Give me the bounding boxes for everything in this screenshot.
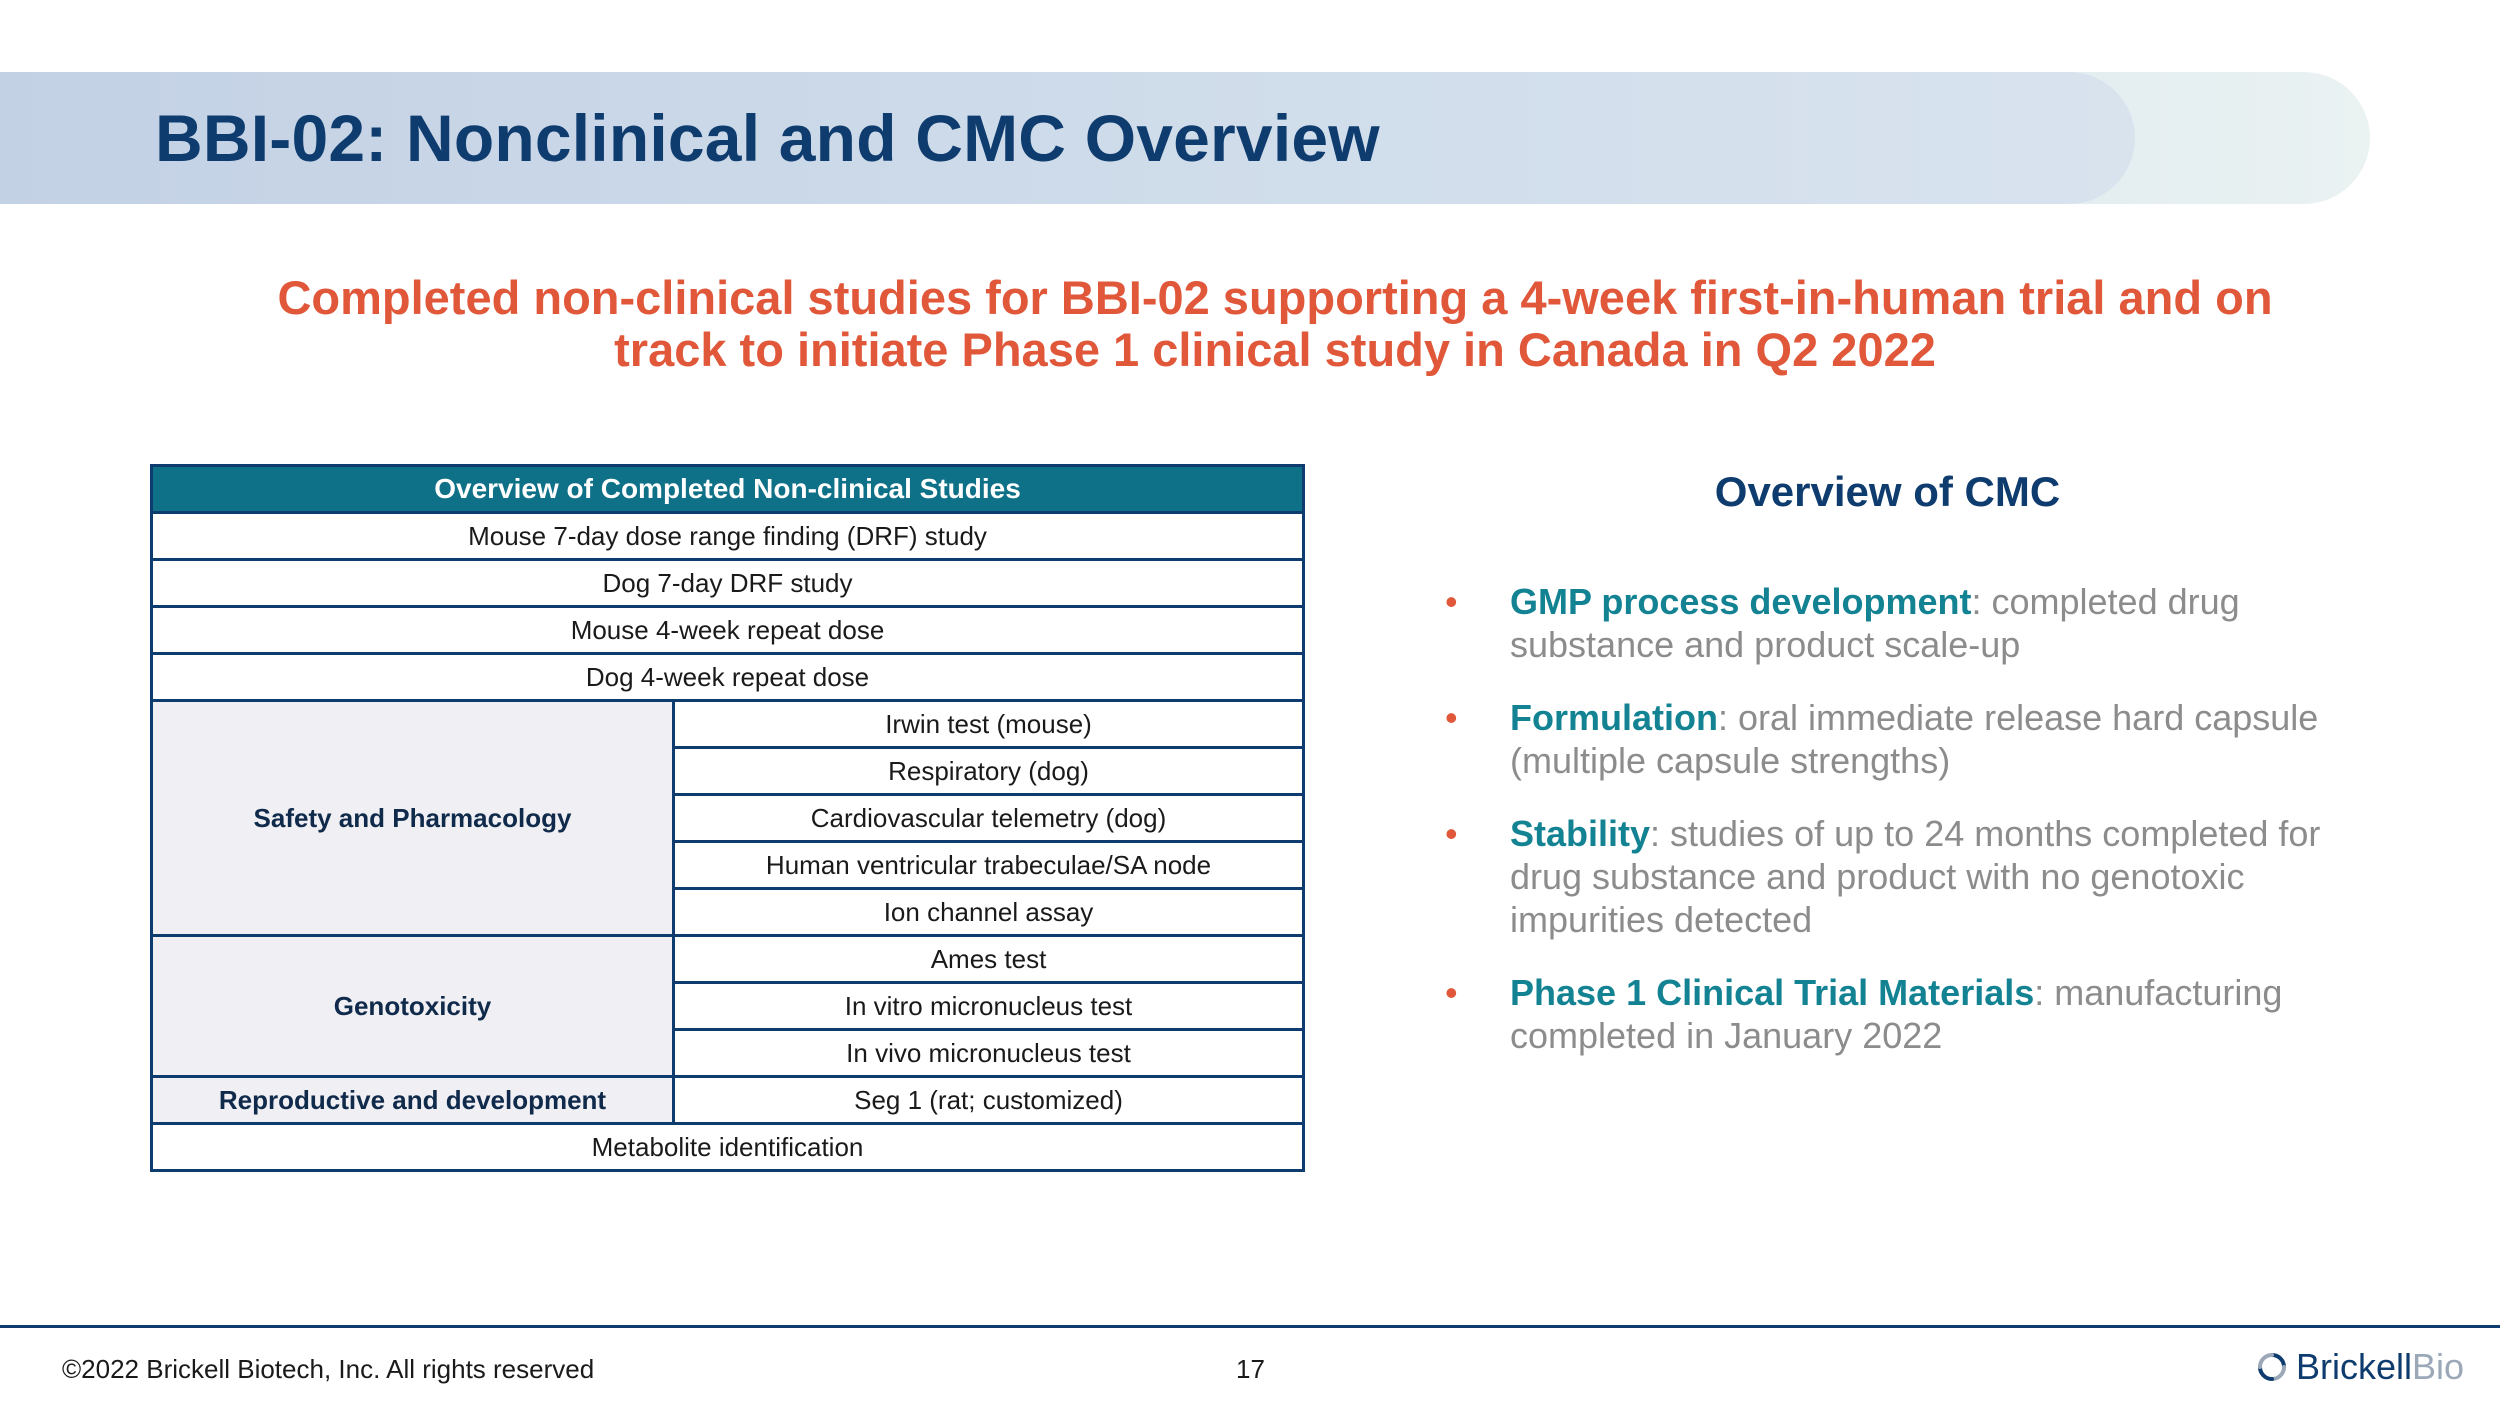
list-item <box>1445 696 2325 782</box>
table-row <box>152 701 1304 748</box>
logo-text-brickell: Brickell <box>2296 1346 2413 1387</box>
cmc-title: Overview of CMC <box>1714 468 2061 515</box>
category-safety-pharmacology: Safety and Pharmacology <box>152 701 674 936</box>
bullet-icon: • <box>1445 697 1458 738</box>
logo-text-bio: Bio <box>2412 1346 2465 1387</box>
table-cell: In vivo micronucleus test <box>674 1030 1304 1077</box>
table-cell: Dog 4-week repeat dose <box>152 654 1304 701</box>
table-row <box>152 560 1304 607</box>
table-row <box>152 1124 1304 1171</box>
list-item <box>1445 580 2325 666</box>
table-header-row <box>152 466 1304 513</box>
list-item <box>1445 812 2325 941</box>
cmc-term: Stability <box>1510 813 1651 854</box>
subtitle-line-1: Completed non-clinical studies for BBI-02 supporting a 4-week first-in-human trial and on <box>277 271 2273 324</box>
table-row <box>152 654 1304 701</box>
footer-divider <box>0 1325 2500 1328</box>
brickell-bio-logo <box>2256 1346 2464 1388</box>
table-cell: In vitro micronucleus test <box>674 983 1304 1030</box>
brickell-bio-logo-icon <box>2256 1351 2288 1383</box>
subtitle <box>200 272 2350 376</box>
table-row <box>152 1077 1304 1124</box>
nonclinical-studies-table <box>150 464 1305 1172</box>
cmc-term: Phase 1 Clinical Trial Materials <box>1510 972 2035 1013</box>
cmc-text: : studies of up to 24 months completed for drug substance and product with no genotoxic impurities detected <box>1510 813 2321 940</box>
category-genotoxicity: Genotoxicity <box>152 936 674 1077</box>
copyright: ©2022 Brickell Biotech, Inc. All rights reserved <box>62 1354 595 1384</box>
category-reproductive-development: Reproductive and development <box>152 1077 674 1124</box>
table-cell: Irwin test (mouse) <box>674 701 1304 748</box>
table-cell: Mouse 4-week repeat dose <box>152 607 1304 654</box>
bullet-icon: • <box>1445 813 1458 854</box>
table-row <box>152 936 1304 983</box>
bullet-icon: • <box>1445 972 1458 1013</box>
table-cell: Respiratory (dog) <box>674 748 1304 795</box>
cmc-text: : manufacturing completed in January 2022 <box>1510 972 2283 1056</box>
cmc-text: : oral immediate release hard capsule (multiple capsule strengths) <box>1510 697 2319 781</box>
table-cell: Ames test <box>674 936 1304 983</box>
table-cell: Dog 7-day DRF study <box>152 560 1304 607</box>
table-row <box>152 607 1304 654</box>
slide-title: BBI-02: Nonclinical and CMC Overview <box>155 101 1380 175</box>
cmc-term: Formulation <box>1510 697 1718 738</box>
table-cell: Cardiovascular telemetry (dog) <box>674 795 1304 842</box>
table-cell: Seg 1 (rat; customized) <box>674 1077 1304 1124</box>
cmc-text: : completed drug substance and product scale-up <box>1510 581 2240 665</box>
table-header: Overview of Completed Non-clinical Studies <box>152 466 1304 513</box>
table-cell: Ion channel assay <box>674 889 1304 936</box>
cmc-list <box>1445 580 2325 1087</box>
cmc-term: GMP process development <box>1510 581 1972 622</box>
table-cell: Human ventricular trabeculae/SA node <box>674 842 1304 889</box>
bullet-icon: • <box>1445 581 1458 622</box>
subtitle-line-2: track to initiate Phase 1 clinical study in Canada in Q2 2022 <box>614 323 1936 376</box>
page-number: 17 <box>1236 1354 1265 1384</box>
table-cell: Mouse 7-day dose range finding (DRF) study <box>152 513 1304 560</box>
table-cell: Metabolite identification <box>152 1124 1304 1171</box>
table-row <box>152 513 1304 560</box>
list-item <box>1445 971 2325 1057</box>
